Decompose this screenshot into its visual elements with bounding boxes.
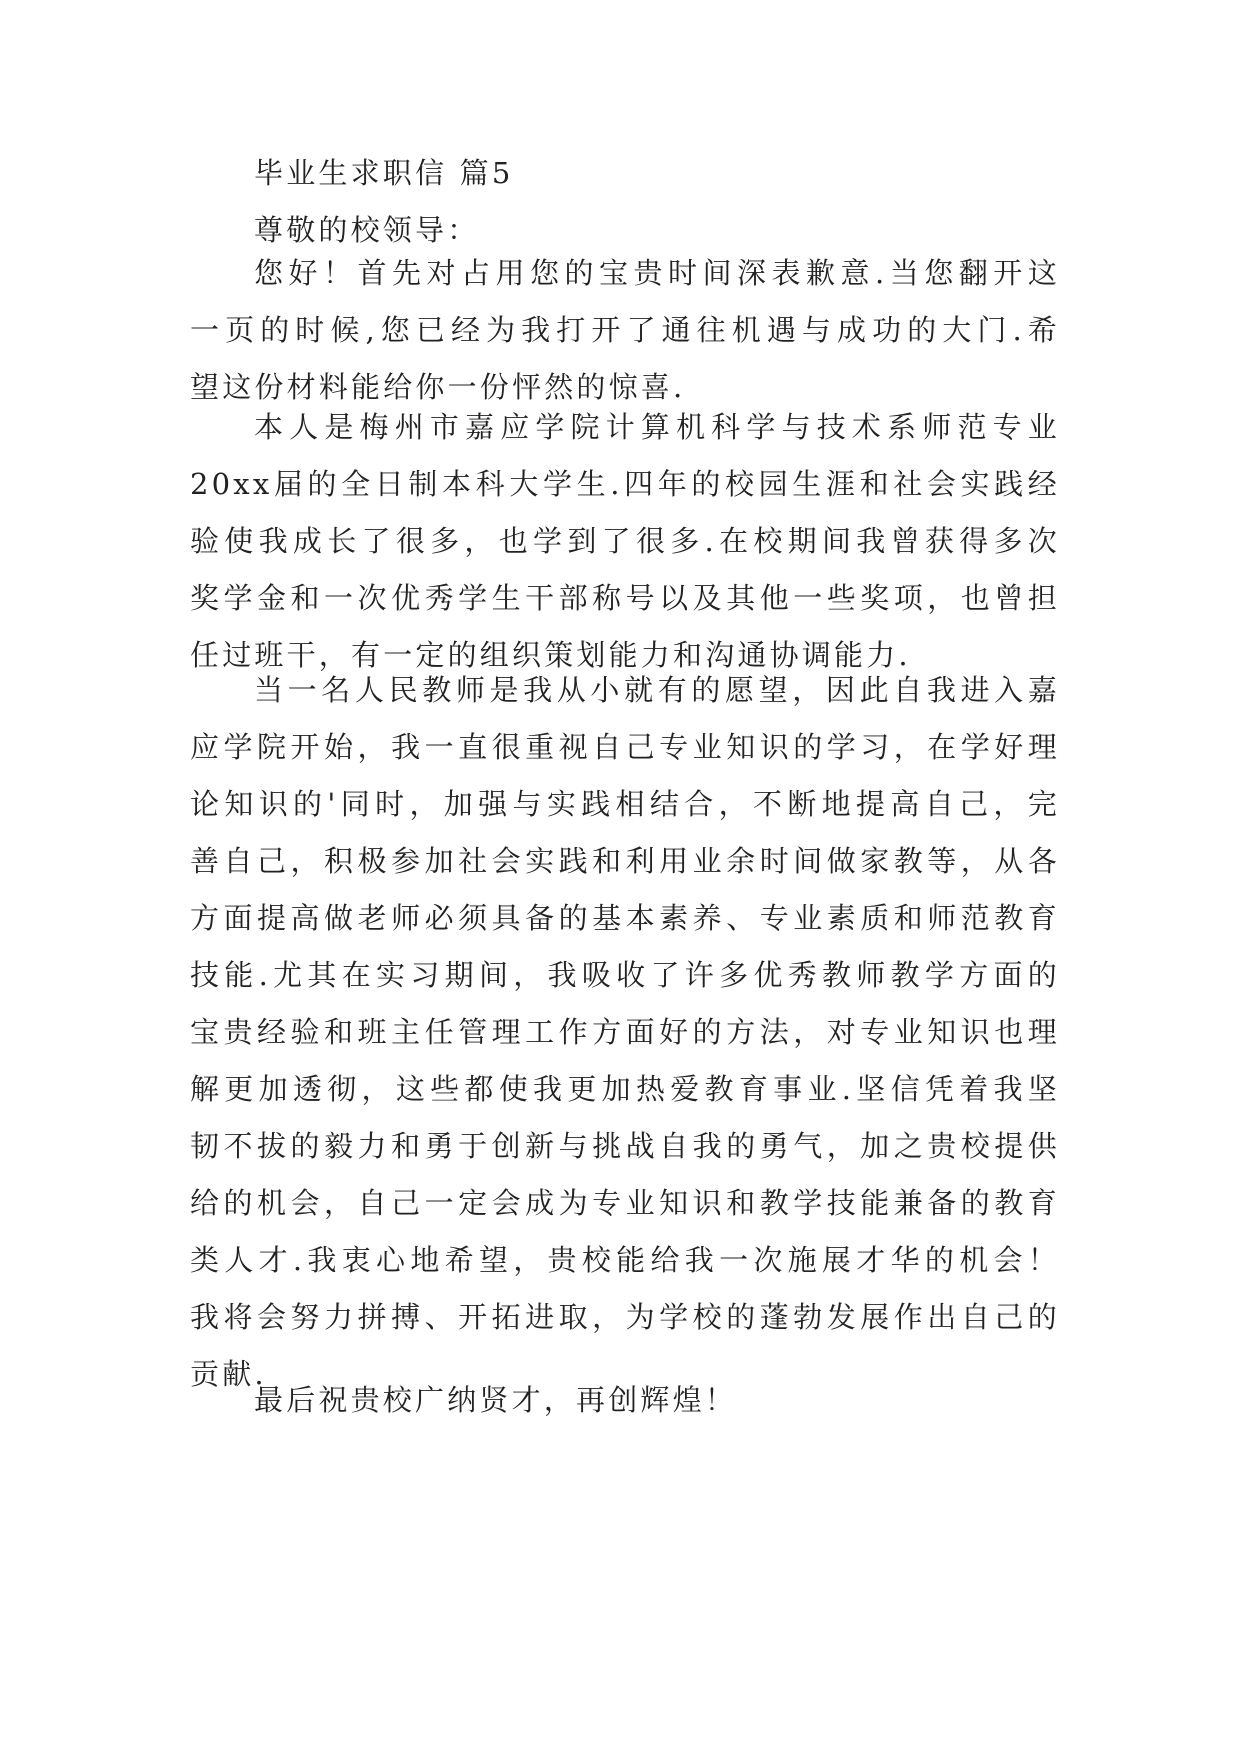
letter-closing: 最后祝贵校广纳贤才，再创辉煌！ — [254, 1383, 738, 1417]
paragraph-line: 验使我成长了很多，也学到了很多.在校期间我曾获得多次 — [190, 524, 1060, 558]
paragraph-line: 韧不拔的毅力和勇于创新与挑战自我的勇气，加之贵校提供 — [190, 1129, 1060, 1163]
paragraph-line: 您好！首先对占用您的宝贵时间深表歉意.当您翻开这 — [254, 256, 1060, 290]
paragraph-line: 解更加透彻，这些都使我更加热爱教育事业.坚信凭着我坚 — [190, 1072, 1060, 1106]
paragraph-line: 本人是梅州市嘉应学院计算机科学与技术系师范专业 — [254, 410, 1060, 444]
paragraph-2 — [190, 399, 1060, 684]
paragraph-line: 给的机会，自己一定会成为专业知识和教学技能兼备的教育 — [190, 1186, 1060, 1220]
paragraph-line: 方面提高做老师必须具备的基本素养、专业素质和师范教育 — [190, 901, 1060, 935]
paragraph-line: 宝贵经验和班主任管理工作方面好的方法，对专业知识也理 — [190, 1015, 1060, 1049]
paragraph-line: 论知识的'同时，加强与实践相结合，不断地提高自己，完 — [190, 787, 1060, 821]
paragraph-line: 类人才.我衷心地希望，贵校能给我一次施展才华的机会！ — [190, 1243, 1060, 1277]
paragraph-line: 当一名人民教师是我从小就有的愿望，因此自我进入嘉 — [254, 673, 1060, 707]
letter-heading: 毕业生求职信 篇5 — [254, 156, 514, 190]
paragraph-line: 我将会努力拼搏、开拓进取，为学校的蓬勃发展作出自己的 — [190, 1300, 1060, 1334]
letter-salutation: 尊敬的校领导： — [254, 213, 480, 247]
paragraph-line: 望这份材料能给你一份怦然的惊喜. — [190, 370, 686, 404]
closing-block — [190, 1372, 1060, 1429]
paragraph-line: 技能.尤其在实习期间，我吸收了许多优秀教师教学方面的 — [190, 958, 1060, 992]
paragraph-line: 贡献. — [190, 1357, 267, 1391]
paragraph-1 — [190, 245, 1060, 416]
paragraph-line: 应学院开始，我一直很重视自己专业知识的学习，在学好理 — [190, 730, 1060, 764]
paragraph-3 — [190, 662, 1060, 1403]
paragraph-line: 一页的时候,您已经为我打开了通往机遇与成功的大门.希 — [190, 313, 1060, 347]
paragraph-line: 奖学金和一次优秀学生干部称号以及其他一些奖项，也曾担 — [190, 581, 1060, 615]
paragraph-line: 20xx届的全日制本科大学生.四年的校园生涯和社会实践经 — [190, 467, 1060, 501]
paragraph-line: 善自己，积极参加社会实践和利用业余时间做家教等，从各 — [190, 844, 1060, 878]
letter-heading-block — [190, 145, 1060, 259]
paragraph-line: 任过班干，有一定的组织策划能力和沟通协调能力. — [190, 638, 911, 672]
